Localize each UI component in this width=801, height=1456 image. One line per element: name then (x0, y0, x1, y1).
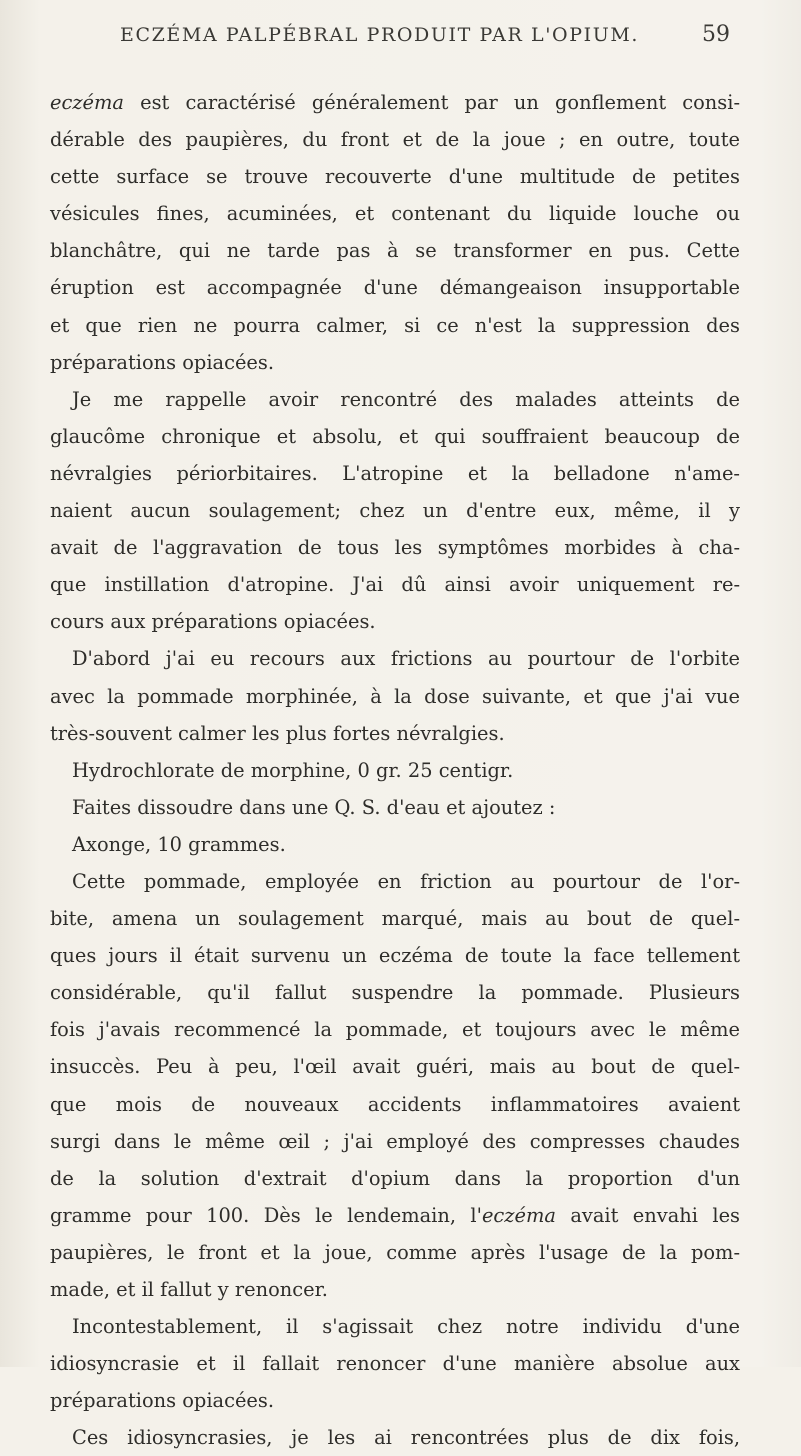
text-line: et que rien ne pourra calmer, si ce n'est la suppression des (50, 313, 740, 337)
text-line: cours aux préparations opiacées. (50, 610, 376, 634)
text-line: avec la pommade morphinée, à la dose suivante, et que j'ai vue (50, 684, 740, 708)
text-line-rest: est caractérisé généralement par un gonflement consi- (123, 91, 740, 114)
text-line (50, 84, 740, 121)
page-header (120, 14, 760, 50)
text-line: Hydrochlorate de morphine, 0 gr. 25 centigr. (72, 758, 514, 782)
text-line: Incontestablement, il s'agissait chez notre individu d'une (72, 1315, 740, 1339)
text-line: insuccès. Peu à peu, l'œil avait guéri, mais au bout de quel- (50, 1055, 740, 1079)
text-line: très-souvent calmer les plus fortes névralgies. (50, 721, 505, 745)
text-line: Ces idiosyncrasies, je les ai rencontrées plus de dix fois, (72, 1426, 740, 1450)
italic-term: eczéma (481, 1203, 556, 1227)
text-line: surgi dans le même œil ; j'ai employé des compresses chaudes (50, 1129, 740, 1153)
text-line-start: gramme pour 100. Dès le lendemain, l' (50, 1203, 482, 1227)
text-line: D'abord j'ai eu recours aux frictions au pourtour de l'orbite (72, 647, 740, 671)
text-line: que instillation d'atropine. J'ai dû ainsi avoir uniquement re- (50, 573, 740, 597)
text-line: avait de l'aggravation de tous les symptômes morbides à cha- (50, 536, 740, 560)
text-line (50, 1197, 740, 1234)
text-line: Cette pommade, employée en friction au pourtour de l'or- (72, 869, 740, 893)
text-line: névralgies périorbitaires. L'atropine et la belladone n'ame- (50, 461, 740, 485)
text-line: cette surface se trouve recouverte d'une multitude de petites (50, 165, 740, 189)
text-line: vésicules fines, acuminées, et contenant du liquide louche ou (50, 202, 740, 226)
text-line: que mois de nouveaux accidents inflammatoires avaient (50, 1092, 740, 1116)
running-head: ECZÉMA PALPÉBRAL PRODUIT PAR L'OPIUM. (120, 24, 640, 46)
text-line: de la solution d'extrait d'opium dans la proportion d'un (50, 1166, 740, 1190)
text-line: fois j'avais recommencé la pommade, et toujours avec le même (50, 1018, 740, 1042)
body-text (50, 84, 740, 1456)
text-line: paupières, le front et la joue, comme après l'usage de la pom- (50, 1240, 740, 1264)
text-line: idiosyncrasie et il fallait renoncer d'une manière absolue aux (50, 1352, 740, 1376)
text-line: glaucôme chronique et absolu, et qui souffraient beaucoup de (50, 424, 740, 448)
text-line: Faites dissoudre dans une Q. S. d'eau et ajoutez : (72, 795, 556, 819)
text-line: made, et il fallut y renoncer. (50, 1278, 328, 1301)
italic-term: eczéma (50, 91, 124, 114)
text-line: éruption est accompagnée d'une démangeaison insupportable (50, 276, 740, 300)
text-line: Axonge, 10 grammes. (72, 832, 286, 856)
text-line: ques jours il était survenu un eczéma de toute la face tellement (50, 944, 740, 968)
text-line: Je me rappelle avoir rencontré des malades atteints de (72, 387, 740, 411)
text-line: préparations opiacées. (50, 350, 275, 374)
text-line: bite, amena un soulagement marqué, mais au bout de quel- (50, 907, 740, 931)
text-line: considérable, qu'il fallut suspendre la pommade. Plusieurs (50, 981, 740, 1005)
text-line-rest: avait envahi les (555, 1203, 741, 1227)
text-line: blanchâtre, qui ne tarde pas à se transformer en pus. Cette (50, 239, 740, 263)
text-line: dérable des paupières, du front et de la joue ; en outre, toute (50, 128, 740, 152)
text-line: naient aucun soulagement; chez un d'entre eux, même, il y (50, 499, 740, 523)
text-line: préparations opiacées. (50, 1389, 275, 1413)
page-number: 59 (702, 22, 730, 47)
